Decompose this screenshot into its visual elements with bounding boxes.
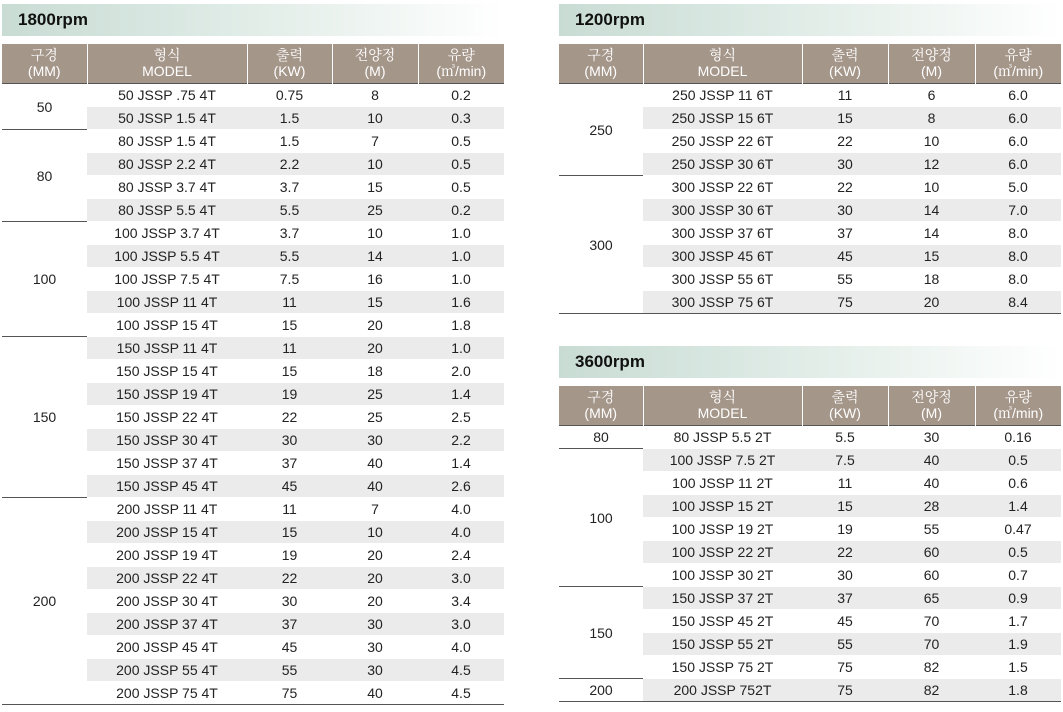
spec-table [559,44,1061,314]
model-cell: 100 JSSP 7.5 4T [87,268,247,291]
power-cell: 75 [802,656,888,679]
column-header-english: (MM) [584,405,618,421]
head-cell: 40 [332,452,418,475]
size-cell: 100 [559,449,643,587]
column-header-english: (M) [921,63,942,79]
column-header [975,386,1061,426]
head-cell: 70 [888,633,975,656]
flow-cell: 4.5 [418,659,504,682]
model-cell: 150 JSSP 45 4T [87,475,247,498]
model-cell: 50 JSSP .75 4T [87,84,247,107]
flow-cell: 1.0 [418,268,504,291]
table-section-1800rpm [2,4,504,705]
table-body [559,426,1061,702]
head-cell: 10 [332,107,418,130]
power-cell: 22 [247,406,332,429]
flow-cell: 6.0 [975,84,1061,107]
column-header-korean: 구경 [30,47,58,63]
head-cell: 30 [332,613,418,636]
model-cell: 150 JSSP 75 2T [643,656,802,679]
column-header-english: (MM) [27,63,61,79]
head-cell: 40 [888,472,975,495]
power-cell: 75 [802,291,888,314]
table-row [2,337,504,360]
column-header-english: (M) [921,405,942,421]
head-cell: 25 [332,199,418,222]
flow-cell: 8.0 [975,245,1061,268]
table-body [559,84,1061,314]
head-cell: 14 [332,245,418,268]
power-cell: 30 [802,153,888,176]
model-cell: 200 JSSP 75 4T [87,682,247,705]
model-cell: 100 JSSP 15 4T [87,314,247,337]
model-cell: 250 JSSP 22 6T [643,130,802,153]
head-cell: 7 [332,498,418,521]
column-header [643,44,802,84]
model-cell: 150 JSSP 30 4T [87,429,247,452]
size-cell: 150 [2,337,87,498]
flow-cell: 0.16 [975,426,1061,449]
column-header-korean: 유량 [1004,389,1032,405]
column-header-korean: 유량 [447,47,475,63]
column-header [802,386,888,426]
table-section-1200rpm [559,4,1061,314]
model-cell: 150 JSSP 45 2T [643,610,802,633]
table-header-row [2,44,504,84]
power-cell: 30 [247,590,332,613]
power-cell: 22 [802,541,888,564]
flow-cell: 6.0 [975,107,1061,130]
section-title: 1800rpm [2,4,504,36]
table-header-row [559,44,1061,84]
table-row [2,130,504,153]
head-cell: 40 [332,682,418,705]
power-cell: 3.7 [247,222,332,245]
column-header [559,44,643,84]
power-cell: 19 [247,544,332,567]
head-cell: 10 [332,153,418,176]
head-cell: 18 [888,268,975,291]
flow-cell: 4.0 [418,521,504,544]
model-cell: 100 JSSP 15 2T [643,495,802,518]
flow-cell: 0.5 [975,541,1061,564]
head-cell: 7 [332,130,418,153]
power-cell: 30 [802,199,888,222]
power-cell: 22 [802,130,888,153]
column-header-english: (KW) [829,63,861,79]
flow-cell: 1.4 [418,452,504,475]
head-cell: 12 [888,153,975,176]
model-cell: 100 JSSP 5.5 4T [87,245,247,268]
column-header-english: (M) [364,63,386,79]
column-header-english: (KW) [829,405,861,421]
head-cell: 10 [888,130,975,153]
power-cell: 22 [802,176,888,199]
flow-cell: 4.0 [418,636,504,659]
flow-cell: 0.9 [975,587,1061,610]
table-row [559,176,1061,199]
flow-cell: 8.0 [975,268,1061,291]
head-cell: 8 [332,84,418,107]
model-cell: 80 JSSP 5.5 2T [643,426,802,449]
size-cell: 250 [559,84,643,176]
model-cell: 80 JSSP 2.2 4T [87,153,247,176]
head-cell: 40 [332,475,418,498]
size-cell: 150 [559,587,643,679]
column-header [802,44,888,84]
head-cell: 55 [888,518,975,541]
flow-cell: 0.5 [975,449,1061,472]
head-cell: 14 [888,199,975,222]
table-row [2,498,504,521]
flow-cell: 1.9 [975,633,1061,656]
head-cell: 28 [888,495,975,518]
table-section-3600rpm [559,346,1061,702]
flow-cell: 0.7 [975,564,1061,587]
head-cell: 30 [332,636,418,659]
model-cell: 200 JSSP 19 4T [87,544,247,567]
model-cell: 200 JSSP 55 4T [87,659,247,682]
column-header-korean: 전양정 [911,47,952,63]
column-header [332,44,418,84]
column-header [247,44,332,84]
head-cell: 20 [332,337,418,360]
flow-cell: 0.6 [975,472,1061,495]
head-cell: 65 [888,587,975,610]
table-row [559,426,1061,449]
power-cell: 7.5 [247,268,332,291]
power-cell: 11 [247,337,332,360]
model-cell: 150 JSSP 22 4T [87,406,247,429]
table-row [2,222,504,245]
power-cell: 22 [247,567,332,590]
power-cell: 15 [802,107,888,130]
flow-cell: 4.0 [418,498,504,521]
column-header-korean: 구경 [587,47,615,63]
model-cell: 100 JSSP 3.7 4T [87,222,247,245]
column-header-english: (㎥/min) [993,405,1044,421]
head-cell: 10 [888,176,975,199]
model-cell: 100 JSSP 7.5 2T [643,449,802,472]
power-cell: 75 [802,679,888,702]
flow-cell: 2.2 [418,429,504,452]
power-cell: 11 [247,291,332,314]
power-cell: 55 [802,633,888,656]
model-cell: 80 JSSP 1.5 4T [87,130,247,153]
flow-cell: 7.0 [975,199,1061,222]
model-cell: 100 JSSP 11 4T [87,291,247,314]
spec-table [559,386,1061,702]
power-cell: 15 [247,360,332,383]
column-header-korean: 유량 [1004,47,1032,63]
model-cell: 50 JSSP 1.5 4T [87,107,247,130]
flow-cell: 0.3 [418,107,504,130]
column-header [888,386,975,426]
model-cell: 200 JSSP 11 4T [87,498,247,521]
head-cell: 16 [332,268,418,291]
column-header-korean: 전양정 [354,47,396,63]
flow-cell: 4.5 [418,682,504,705]
column-header-english: (㎥/min) [436,63,487,79]
size-cell: 80 [2,130,87,222]
column-header [418,44,504,84]
power-cell: 15 [802,495,888,518]
model-cell: 150 JSSP 19 4T [87,383,247,406]
head-cell: 15 [332,291,418,314]
head-cell: 15 [888,245,975,268]
power-cell: 5.5 [802,426,888,449]
model-cell: 300 JSSP 75 6T [643,291,802,314]
column-header [2,44,87,84]
table-row [559,449,1061,472]
column-header [975,44,1061,84]
power-cell: 0.75 [247,84,332,107]
power-cell: 15 [247,521,332,544]
head-cell: 6 [888,84,975,107]
power-cell: 37 [247,452,332,475]
power-cell: 11 [802,84,888,107]
head-cell: 14 [888,222,975,245]
power-cell: 11 [802,472,888,495]
column-header [559,386,643,426]
column-header-korean: 출력 [831,389,859,405]
power-cell: 45 [802,245,888,268]
flow-cell: 2.6 [418,475,504,498]
flow-cell: 0.2 [418,199,504,222]
head-cell: 82 [888,679,975,702]
head-cell: 15 [332,176,418,199]
power-cell: 19 [802,518,888,541]
flow-cell: 1.7 [975,610,1061,633]
power-cell: 19 [247,383,332,406]
model-cell: 300 JSSP 55 6T [643,268,802,291]
size-cell: 80 [559,426,643,449]
flow-cell: 1.8 [975,679,1061,702]
head-cell: 30 [888,426,975,449]
power-cell: 37 [802,587,888,610]
size-cell: 300 [559,176,643,314]
head-cell: 10 [332,222,418,245]
flow-cell: 1.6 [418,291,504,314]
flow-cell: 3.0 [418,567,504,590]
power-cell: 37 [247,613,332,636]
head-cell: 25 [332,406,418,429]
spec-table [2,44,504,705]
column-header-english: MODEL [697,63,748,79]
model-cell: 150 JSSP 37 4T [87,452,247,475]
flow-cell: 1.4 [418,383,504,406]
head-cell: 30 [332,659,418,682]
flow-cell: 1.0 [418,337,504,360]
power-cell: 15 [247,314,332,337]
model-cell: 100 JSSP 19 2T [643,518,802,541]
power-cell: 55 [802,268,888,291]
model-cell: 300 JSSP 37 6T [643,222,802,245]
flow-cell: 5.0 [975,176,1061,199]
head-cell: 40 [888,449,975,472]
power-cell: 45 [802,610,888,633]
column-header-english: (KW) [273,63,306,79]
model-cell: 150 JSSP 55 2T [643,633,802,656]
column-header-english: MODEL [142,63,192,79]
flow-cell: 0.2 [418,84,504,107]
column-header-english: (MM) [584,63,618,79]
column-header-english: (㎥/min) [993,63,1044,79]
flow-cell: 0.5 [418,153,504,176]
power-cell: 11 [247,498,332,521]
size-cell: 100 [2,222,87,337]
power-cell: 5.5 [247,245,332,268]
power-cell: 45 [247,475,332,498]
model-cell: 200 JSSP 22 4T [87,567,247,590]
head-cell: 60 [888,541,975,564]
head-cell: 20 [888,291,975,314]
model-cell: 150 JSSP 15 4T [87,360,247,383]
power-cell: 45 [247,636,332,659]
model-cell: 200 JSSP 45 4T [87,636,247,659]
model-cell: 300 JSSP 45 6T [643,245,802,268]
head-cell: 18 [332,360,418,383]
flow-cell: 2.4 [418,544,504,567]
flow-cell: 2.5 [418,406,504,429]
head-cell: 20 [332,314,418,337]
flow-cell: 6.0 [975,153,1061,176]
flow-cell: 3.0 [418,613,504,636]
flow-cell: 1.0 [418,222,504,245]
power-cell: 55 [247,659,332,682]
power-cell: 5.5 [247,199,332,222]
head-cell: 10 [332,521,418,544]
model-cell: 200 JSSP 37 4T [87,613,247,636]
section-title: 3600rpm [559,346,1061,378]
power-cell: 37 [802,222,888,245]
flow-cell: 3.4 [418,590,504,613]
table-body [2,84,504,705]
model-cell: 300 JSSP 22 6T [643,176,802,199]
table-row [2,84,504,107]
power-cell: 75 [247,682,332,705]
head-cell: 20 [332,567,418,590]
power-cell: 1.5 [247,130,332,153]
size-cell: 50 [2,84,87,130]
flow-cell: 8.0 [975,222,1061,245]
head-cell: 20 [332,544,418,567]
model-cell: 300 JSSP 30 6T [643,199,802,222]
model-cell: 200 JSSP 30 4T [87,590,247,613]
column-header [643,386,802,426]
column-header-korean: 형식 [708,47,737,63]
model-cell: 150 JSSP 37 2T [643,587,802,610]
power-cell: 2.2 [247,153,332,176]
table-row [559,587,1061,610]
column-header-korean: 형식 [708,389,737,405]
head-cell: 82 [888,656,975,679]
column-header-korean: 출력 [275,47,304,63]
model-cell: 150 JSSP 11 4T [87,337,247,360]
model-cell: 100 JSSP 11 2T [643,472,802,495]
flow-cell: 8.4 [975,291,1061,314]
column-header-korean: 전양정 [911,389,952,405]
column-header-korean: 출력 [831,47,859,63]
head-cell: 30 [332,429,418,452]
power-cell: 30 [802,564,888,587]
flow-cell: 2.0 [418,360,504,383]
flow-cell: 0.5 [418,130,504,153]
flow-cell: 1.0 [418,245,504,268]
column-header-korean: 형식 [153,47,181,63]
model-cell: 80 JSSP 5.5 4T [87,199,247,222]
power-cell: 30 [247,429,332,452]
table-header-row [559,386,1061,426]
flow-cell: 0.5 [418,176,504,199]
power-cell: 7.5 [802,449,888,472]
head-cell: 70 [888,610,975,633]
model-cell: 100 JSSP 22 2T [643,541,802,564]
model-cell: 100 JSSP 30 2T [643,564,802,587]
model-cell: 200 JSSP 15 4T [87,521,247,544]
model-cell: 200 JSSP 752T [643,679,802,702]
head-cell: 20 [332,590,418,613]
column-header [888,44,975,84]
flow-cell: 1.8 [418,314,504,337]
size-cell: 200 [2,498,87,705]
head-cell: 8 [888,107,975,130]
flow-cell: 1.4 [975,495,1061,518]
table-row [559,679,1061,702]
model-cell: 250 JSSP 15 6T [643,107,802,130]
power-cell: 3.7 [247,176,332,199]
power-cell: 1.5 [247,107,332,130]
size-cell: 200 [559,679,643,702]
column-header-english: MODEL [697,405,748,421]
column-header [87,44,247,84]
model-cell: 250 JSSP 30 6T [643,153,802,176]
head-cell: 25 [332,383,418,406]
table-row [559,84,1061,107]
flow-cell: 0.47 [975,518,1061,541]
model-cell: 250 JSSP 11 6T [643,84,802,107]
section-title: 1200rpm [559,4,1061,36]
column-header-korean: 구경 [587,389,615,405]
flow-cell: 6.0 [975,130,1061,153]
model-cell: 80 JSSP 3.7 4T [87,176,247,199]
head-cell: 60 [888,564,975,587]
flow-cell: 1.5 [975,656,1061,679]
